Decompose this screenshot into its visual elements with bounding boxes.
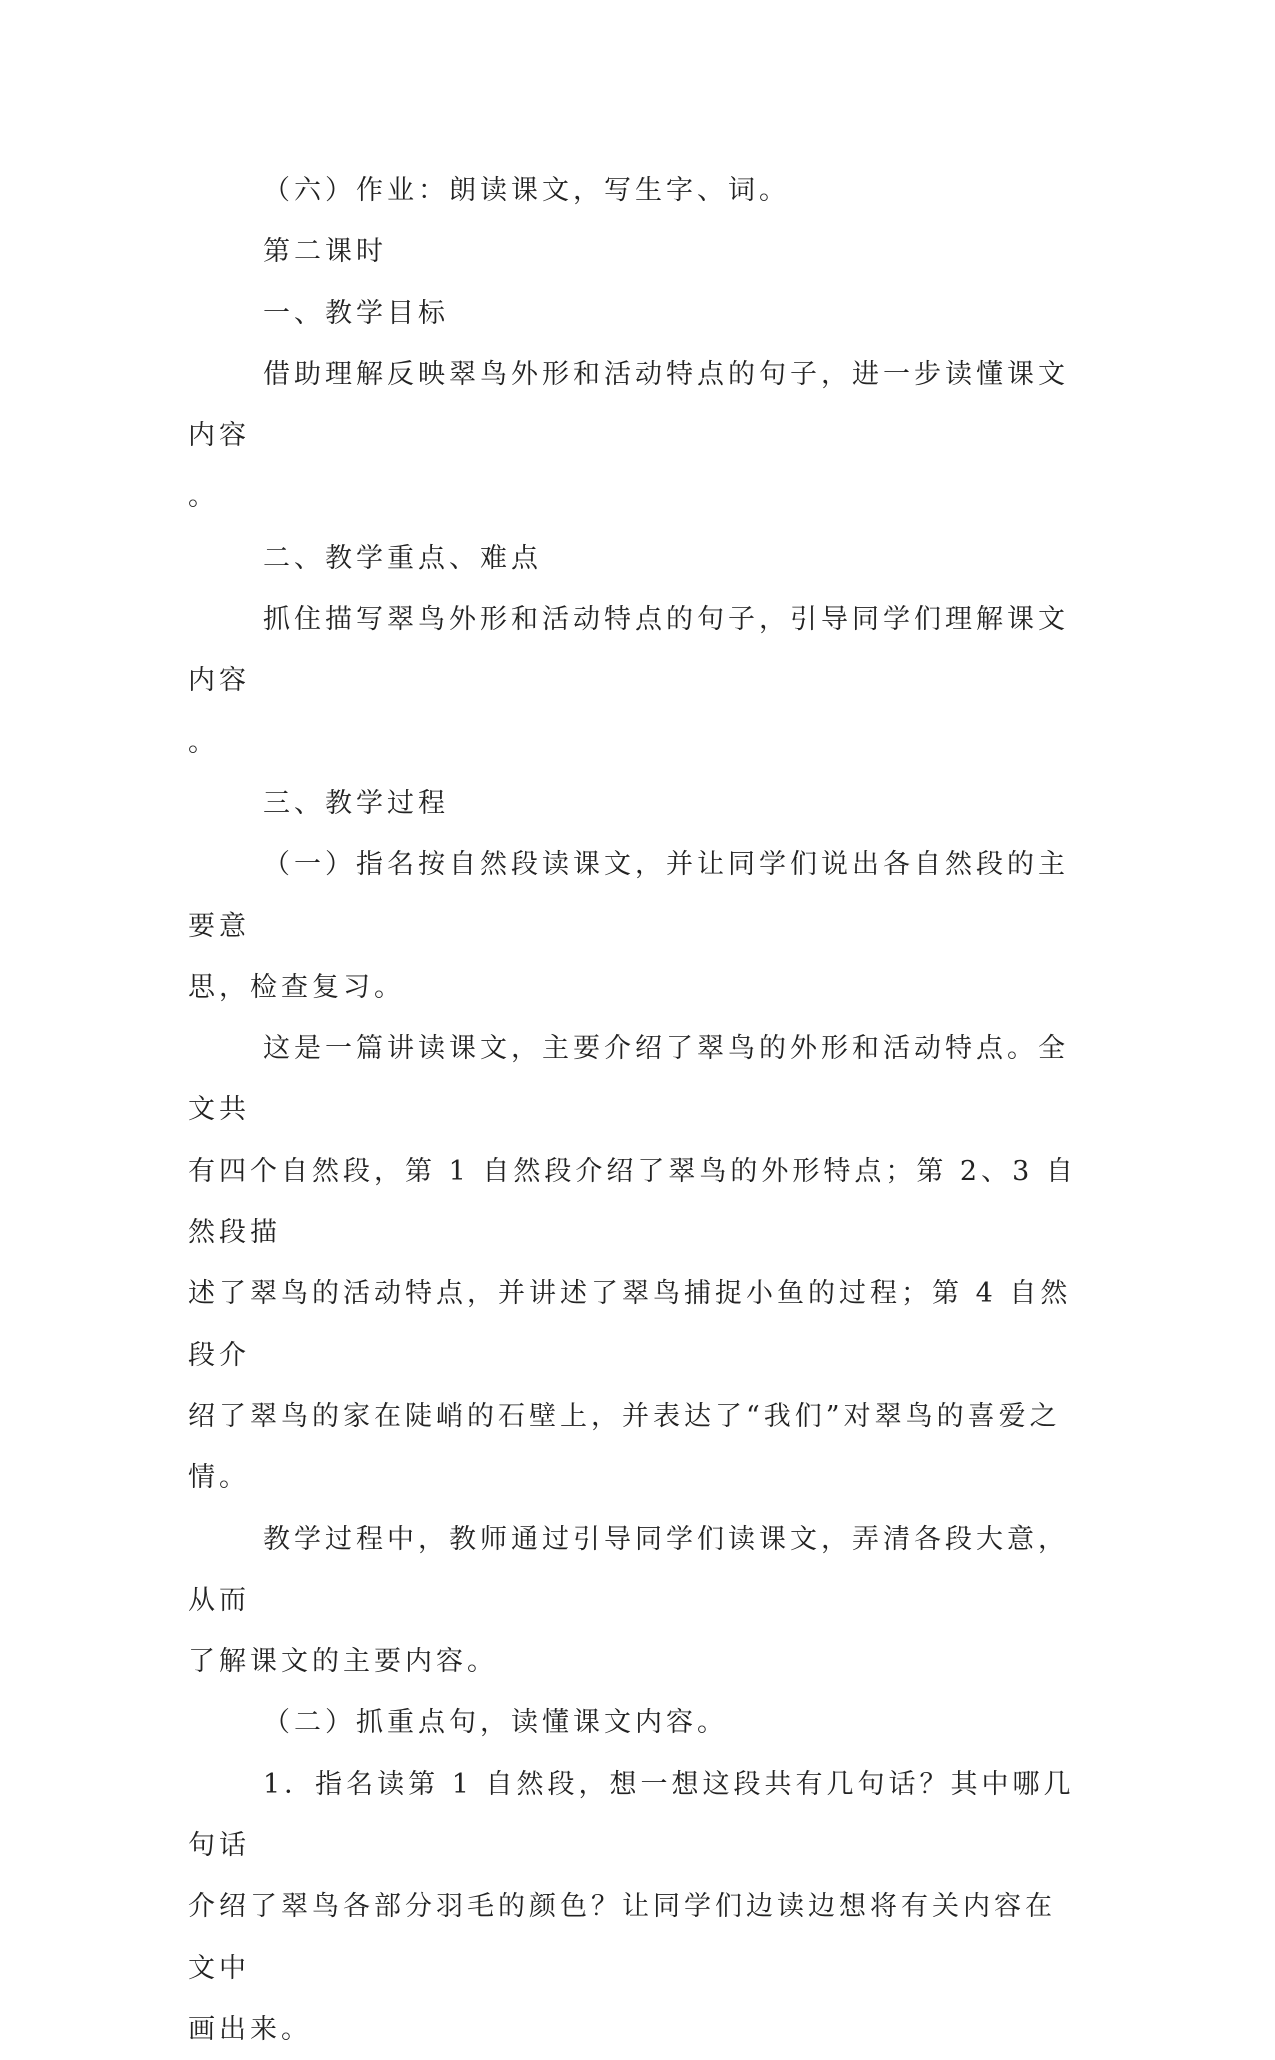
- paragraph-teaching-goals-heading: 一、教学目标: [263, 297, 449, 329]
- paragraph-key-points: 抓住描写翠鸟外形和活动特点的句子，引导同学们理解课文内容 。: [188, 604, 1069, 758]
- paragraph-text-summary: 这是一篇讲读课文，主要介绍了翠鸟的外形和活动特点。全文共 有四个自然段，第 1 自然段介绍了翠鸟的外形特点；第 2、3 自然段描 述了翠鸟的活动特点，并讲述了翠鸟捕捉小鱼的过程；第 4 自然段介 绍了翠鸟的家在陡峭的石壁上，并表达了“我们”对翠鸟的喜爱之情。: [188, 1033, 1077, 1494]
- document-body: [188, 160, 1078, 2060]
- paragraph-teaching-method: 教学过程中，教师通过引导同学们读课文，弄清各段大意，从而 了解课文的主要内容。: [188, 1523, 1069, 1678]
- paragraph-item-one: 1．指名读第 1 自然段，想一想这段共有几句话？其中哪几句话 介绍了翠鸟各部分羽毛的颜色？让同学们边读边想将有关内容在文中 画出来。: [188, 1768, 1075, 2045]
- paragraph-homework: （六）作业：朗读课文，写生字、词。: [263, 175, 790, 206]
- paragraph-second-lesson-heading: 第二课时: [263, 236, 387, 268]
- paragraph-teaching-process-heading: 三、教学过程: [263, 787, 449, 819]
- paragraph-teaching-goals: 借助理解反映翠鸟外形和活动特点的句子，进一步读懂课文内容 。: [188, 358, 1069, 513]
- paragraph-step-two: （二）抓重点句，读懂课文内容。: [263, 1707, 728, 1739]
- paragraph-key-points-heading: 二、教学重点、难点: [263, 542, 542, 574]
- paragraph-step-one: （一）指名按自然段读课文，并让同学们说出各自然段的主要意 思，检查复习。: [188, 849, 1069, 1003]
